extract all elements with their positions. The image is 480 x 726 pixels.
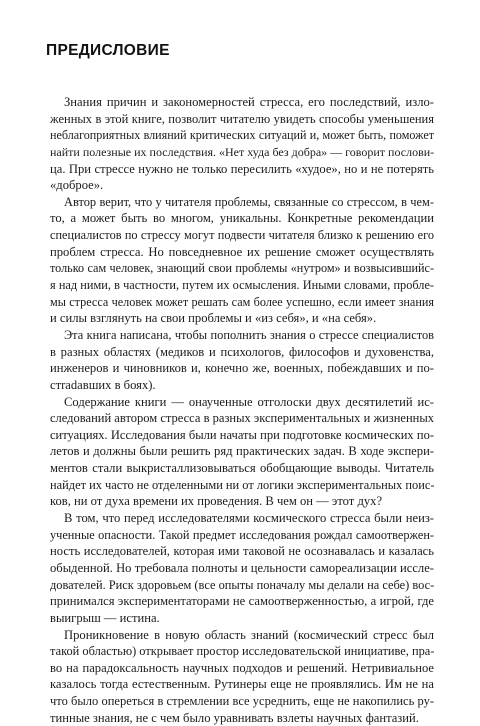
text-line: летов и должны были решить ряд практических задач. В ходе экспери-	[50, 443, 434, 460]
text-line: Содержание книги — онаученные отголоски двух десятилетий ис-	[50, 394, 434, 411]
text-line: ментов стали выкристаллизовываться обобщающие выводы. Читатель	[50, 460, 434, 477]
text-line: ца. При стрессе нужно не только пересилить «худое», но и не потерять	[50, 161, 434, 178]
text-line: я над ними, в частности, путем их осмысления. Иными словами, пробле-	[50, 277, 434, 294]
paragraph	[50, 627, 434, 726]
text-line: найти полезные их последствия. «Нет худа без добра» — говорит послови-	[50, 144, 434, 161]
text-line: в разных областях (медиков и психологов, философов и духовенства,	[50, 344, 434, 361]
text-line: В том, что перед исследователями космического стресса были неиз-	[50, 510, 434, 527]
text-line: Автор верит, что у читателя проблемы, связанные со стрессом, в чем-	[50, 194, 434, 211]
paragraph	[50, 327, 434, 394]
paragraph	[50, 94, 434, 194]
text-line: принимался экспериментаторами не самоотверженностью, а игрой, где	[50, 593, 434, 610]
text-line: дователей. Риск здоровьем (все опыты поначалу мы делали на себе) вос-	[50, 577, 434, 594]
text-line: Проникновение в новую область знаний (космический стресс был	[50, 627, 434, 644]
text-line: специалистов по стрессу могут подвести читателя близко к решению его	[50, 227, 434, 244]
text-line: женных в этой книге, позволит читателю увидеть способы уменьшения	[50, 111, 434, 128]
text-line: ситуациях. Исследования были начаты при подготовке космических по-	[50, 427, 434, 444]
text-line: инженеров и чиновников и, конечно же, военных, побеждавших и по-	[50, 360, 434, 377]
body-text	[50, 94, 434, 726]
text-line: казалось тогда естественным. Рутинеры еще не проявлялись. Им не на	[50, 676, 434, 693]
text-line: только сам человек, знающий свои проблемы «нутром» и возвысившийс-	[50, 260, 434, 277]
text-line: то, а может быть во многом, уникальны. Конкретные рекомендации	[50, 210, 434, 227]
text-line: что было опереться в стремлении все усреднить, еще не накопились ру-	[50, 693, 434, 710]
text-line: «доброе».	[50, 177, 434, 194]
text-line: обыденной. Но требовала полноты и цельности самореализации иссле-	[50, 560, 434, 577]
text-line: во на парадоксальность научных подходов и решений. Нетривиальное	[50, 660, 434, 677]
text-line: мы стресса человек может решать сам более успешно, если имеет знания	[50, 294, 434, 311]
text-line: такой областью) открывает простор исследовательской инициативе, пра-	[50, 643, 434, 660]
text-line: Эта книга написана, чтобы пополнить знания о стрессе специалистов	[50, 327, 434, 344]
text-line: и силы взглянуть на свои проблемы и «из себя», и «на себя».	[50, 310, 434, 327]
paragraph	[50, 194, 434, 327]
text-line: ученные опасности. Такой предмет исследования рождал самоотвержен-	[50, 527, 434, 544]
text-line: ков, ни от духа времени их проведения. В чем он — этот дух?	[50, 493, 434, 510]
chapter-heading: ПРЕДИСЛОВИЕ	[46, 42, 170, 60]
text-line: Знания причин и закономерностей стресса, его последствий, изло-	[50, 94, 434, 111]
text-line: следований автором стресса в разных экспериментальных и жизненных	[50, 410, 434, 427]
text-line: неблагоприятных влияний критических ситуаций и, может быть, поможет	[50, 127, 434, 144]
text-line: ность исследователей, которая ими таковой не осознавалась и казалась	[50, 543, 434, 560]
text-line: проблем стресса. Но повседневное их решение сможет осуществлять	[50, 244, 434, 261]
paragraph	[50, 510, 434, 626]
text-line: стradавших в боях).	[50, 377, 434, 394]
paragraph	[50, 394, 434, 510]
text-line: найдет их часто не отделенными ни от логики экспериментальных поис-	[50, 477, 434, 494]
text-line: выигрыш — истина.	[50, 610, 434, 627]
text-line: тинные знания, не с чем было уравнивать взлеты научных фантазий.	[50, 710, 434, 726]
